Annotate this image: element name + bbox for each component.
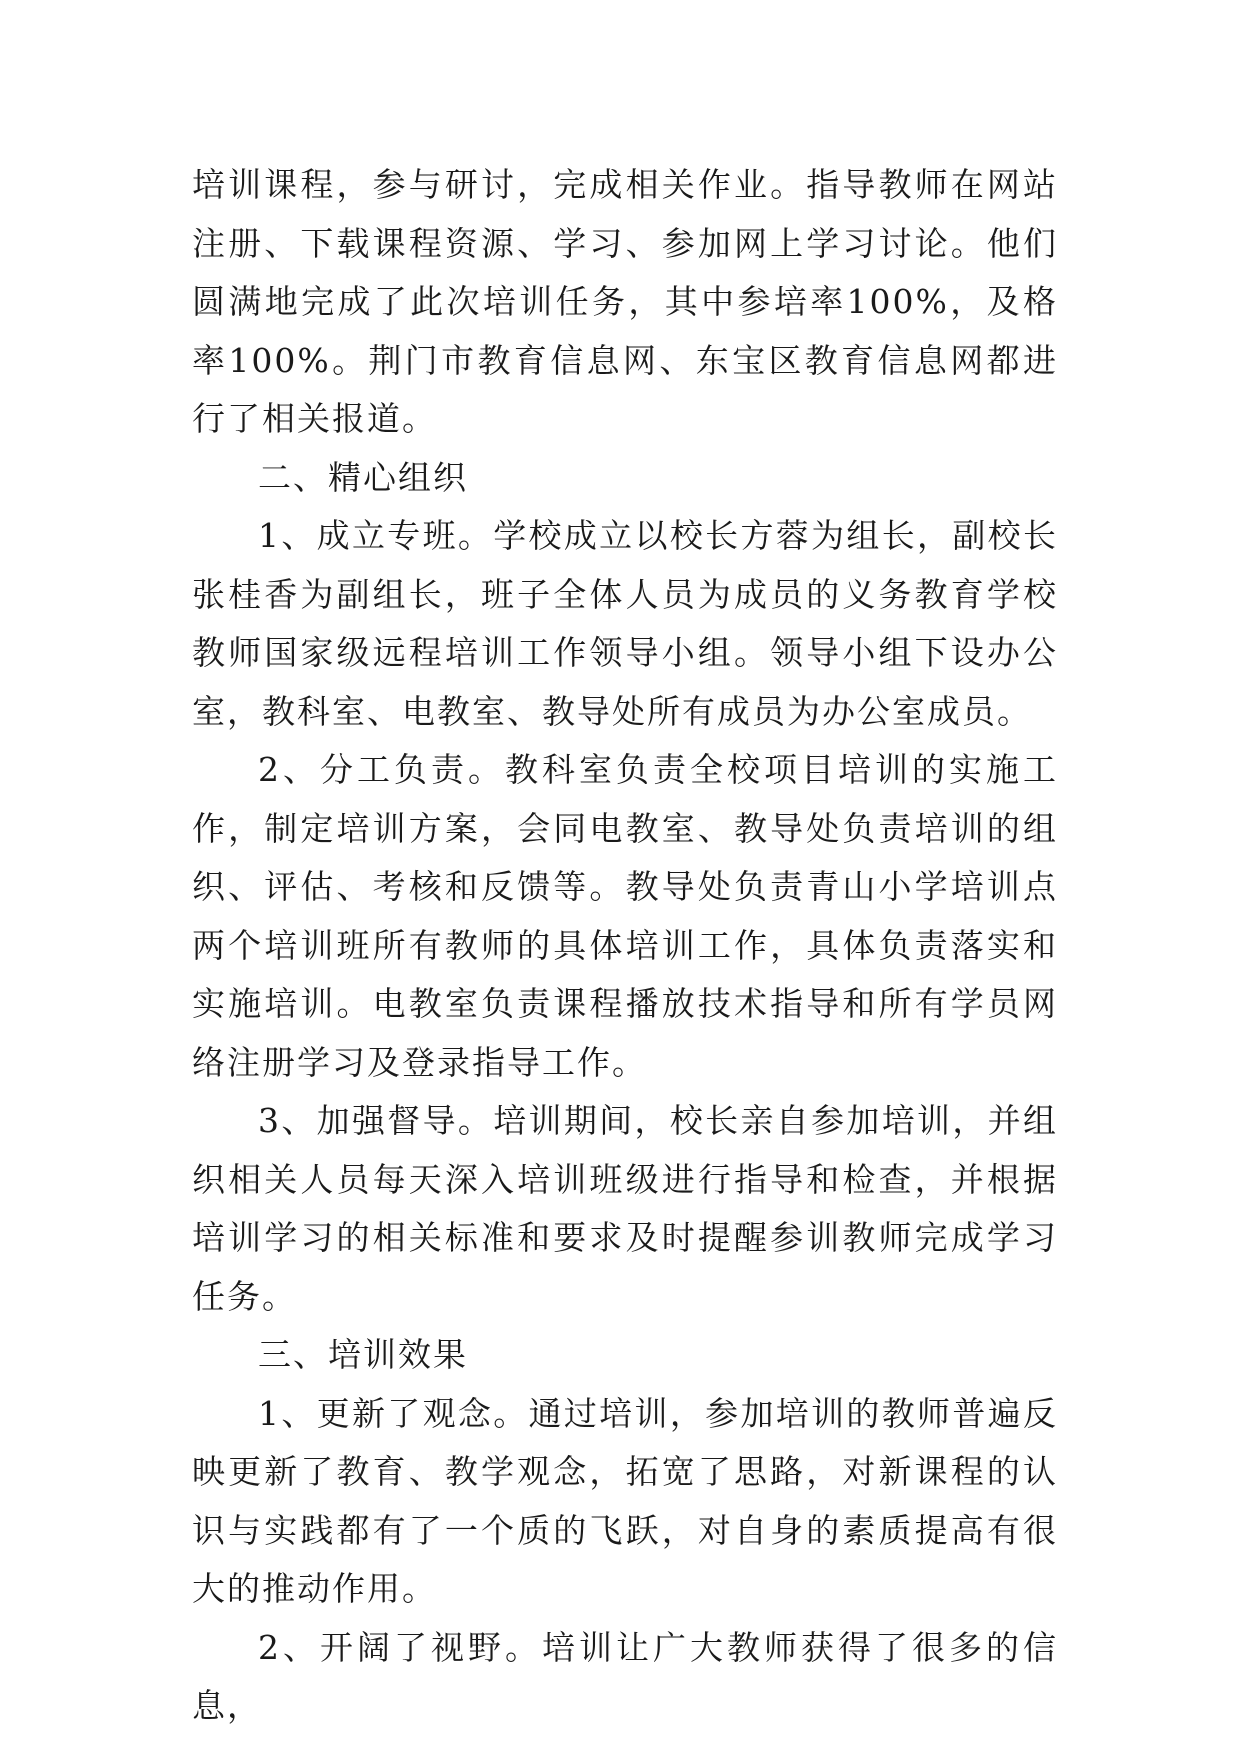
paragraph-supervision: 3、加强督导。培训期间，校长亲自参加培训，并组织相关人员每天深入培训班级进行指导和检查，并根据培训学习的相关标准和要求及时提醒参训教师完成学习任务。 [192,1101,1058,1316]
paragraph-broadened-vision: 2、开阔了视野。培训让广大教师获得了很多的信息， [192,1627,1058,1725]
body-text [192,156,1058,1736]
paragraph-establish-team: 1、成立专班。学校成立以校长方蓉为组长，副校长张桂香为副组长，班子全体人员为成员的义务教育学校教师国家级远程培训工作领导小组。领导小组下设办公室，教科室、电教室、教导处所有成员为办公室成员。 [192,516,1058,731]
paragraph-continuation: 培训课程，参与研讨，完成相关作业。指导教师在网站注册、下载课程资源、学习、参加网上学习讨论。他们圆满地完成了此次培训任务，其中参培率100%，及格率100%。荆门市教育信息网、东宝区教育信息网都进行了相关报道。 [192,165,1058,438]
paragraph-updated-concepts: 1、更新了观念。通过培训，参加培训的教师普遍反映更新了教育、教学观念，拓宽了思路，对新课程的认识与实践都有了一个质的飞跃，对自身的素质提高有很大的推动作用。 [192,1393,1058,1608]
section-heading-organization: 二、精心组织 [258,457,468,497]
paragraph-division-of-work: 2、分工负责。教科室负责全校项目培训的实施工作，制定培训方案，会同电教室、教导处负责培训的组织、评估、考核和反馈等。教导处负责青山小学培训点两个培训班所有教师的具体培训工作，具体负责落实和实施培训。电教室负责课程播放技术指导和所有学员网络注册学习及登录指导工作。 [192,750,1058,1082]
section-heading-training-effect: 三、培训效果 [258,1335,468,1374]
